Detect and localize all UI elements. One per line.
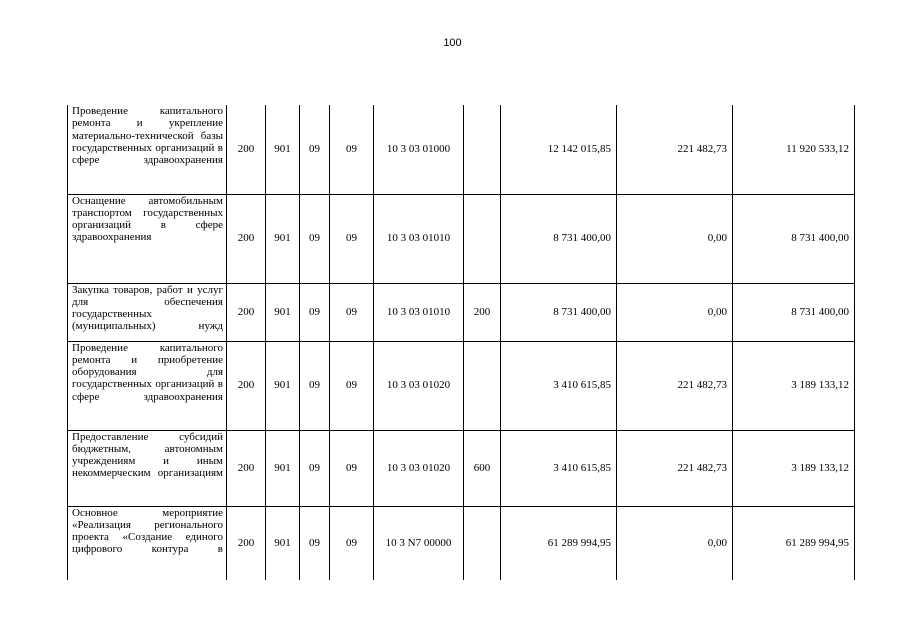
row-name: Оснащение автомобильным транспортом государственных организаций в сфере здравоохранения bbox=[68, 194, 227, 283]
table-row bbox=[68, 105, 855, 194]
col-min: 200 bbox=[227, 194, 266, 283]
col-sum3: 11 920 533,12 bbox=[733, 105, 855, 194]
col-sum1: 12 142 015,85 bbox=[501, 105, 617, 194]
col-sum2: 221 482,73 bbox=[617, 105, 733, 194]
col-sum1: 61 289 994,95 bbox=[501, 506, 617, 580]
col-rz: 09 bbox=[300, 506, 330, 580]
col-ved: 901 bbox=[266, 430, 300, 506]
col-sum2: 0,00 bbox=[617, 283, 733, 341]
col-pr: 09 bbox=[330, 194, 374, 283]
col-pr: 09 bbox=[330, 430, 374, 506]
col-vr: 600 bbox=[464, 430, 501, 506]
col-ved: 901 bbox=[266, 194, 300, 283]
col-sum1: 8 731 400,00 bbox=[501, 194, 617, 283]
col-rz: 09 bbox=[300, 341, 330, 430]
col-pr: 09 bbox=[330, 283, 374, 341]
table-row bbox=[68, 430, 855, 506]
col-csr: 10 3 03 01020 bbox=[374, 430, 464, 506]
col-csr: 10 3 03 01010 bbox=[374, 283, 464, 341]
col-ved: 901 bbox=[266, 341, 300, 430]
table-row bbox=[68, 283, 855, 341]
col-sum2: 221 482,73 bbox=[617, 341, 733, 430]
col-sum1: 3 410 615,85 bbox=[501, 430, 617, 506]
col-sum3: 61 289 994,95 bbox=[733, 506, 855, 580]
col-sum3: 3 189 133,12 bbox=[733, 341, 855, 430]
col-vr bbox=[464, 341, 501, 430]
col-sum1: 8 731 400,00 bbox=[501, 283, 617, 341]
col-rz: 09 bbox=[300, 430, 330, 506]
col-ved: 901 bbox=[266, 105, 300, 194]
row-name: Закупка товаров, работ и услуг для обеспечения государственных (муниципальных) нужд bbox=[68, 283, 227, 341]
col-rz: 09 bbox=[300, 283, 330, 341]
col-pr: 09 bbox=[330, 105, 374, 194]
col-csr: 10 3 N7 00000 bbox=[374, 506, 464, 580]
col-pr: 09 bbox=[330, 506, 374, 580]
table-row bbox=[68, 194, 855, 283]
col-csr: 10 3 03 01020 bbox=[374, 341, 464, 430]
row-name: Проведение капитального ремонта и укрепление материально-технической базы государственных организаций в сфере здравоохранения bbox=[68, 105, 227, 194]
row-name: Основное мероприятие «Реализация регионального проекта «Создание единого цифрового контура в bbox=[68, 506, 227, 580]
col-sum2: 0,00 bbox=[617, 506, 733, 580]
col-sum1: 3 410 615,85 bbox=[501, 341, 617, 430]
col-vr bbox=[464, 194, 501, 283]
col-pr: 09 bbox=[330, 341, 374, 430]
budget-table bbox=[67, 105, 855, 580]
col-csr: 10 3 03 01010 bbox=[374, 194, 464, 283]
col-sum3: 3 189 133,12 bbox=[733, 430, 855, 506]
col-ved: 901 bbox=[266, 506, 300, 580]
col-vr bbox=[464, 105, 501, 194]
col-min: 200 bbox=[227, 341, 266, 430]
col-rz: 09 bbox=[300, 194, 330, 283]
page-number: 100 bbox=[443, 37, 462, 49]
col-vr: 200 bbox=[464, 283, 501, 341]
col-ved: 901 bbox=[266, 283, 300, 341]
col-min: 200 bbox=[227, 430, 266, 506]
col-min: 200 bbox=[227, 283, 266, 341]
col-rz: 09 bbox=[300, 105, 330, 194]
row-name: Предоставление субсидий бюджетным, автономным учреждениям и иным некоммерческим организациям bbox=[68, 430, 227, 506]
row-name: Проведение капитального ремонта и приобретение оборудования для государственных организаций в сфере здравоохранения bbox=[68, 341, 227, 430]
col-csr: 10 3 03 01000 bbox=[374, 105, 464, 194]
table-row bbox=[68, 341, 855, 430]
col-vr bbox=[464, 506, 501, 580]
col-sum3: 8 731 400,00 bbox=[733, 194, 855, 283]
col-sum3: 8 731 400,00 bbox=[733, 283, 855, 341]
col-sum2: 0,00 bbox=[617, 194, 733, 283]
col-min: 200 bbox=[227, 506, 266, 580]
table-row bbox=[68, 506, 855, 580]
col-min: 200 bbox=[227, 105, 266, 194]
col-sum2: 221 482,73 bbox=[617, 430, 733, 506]
